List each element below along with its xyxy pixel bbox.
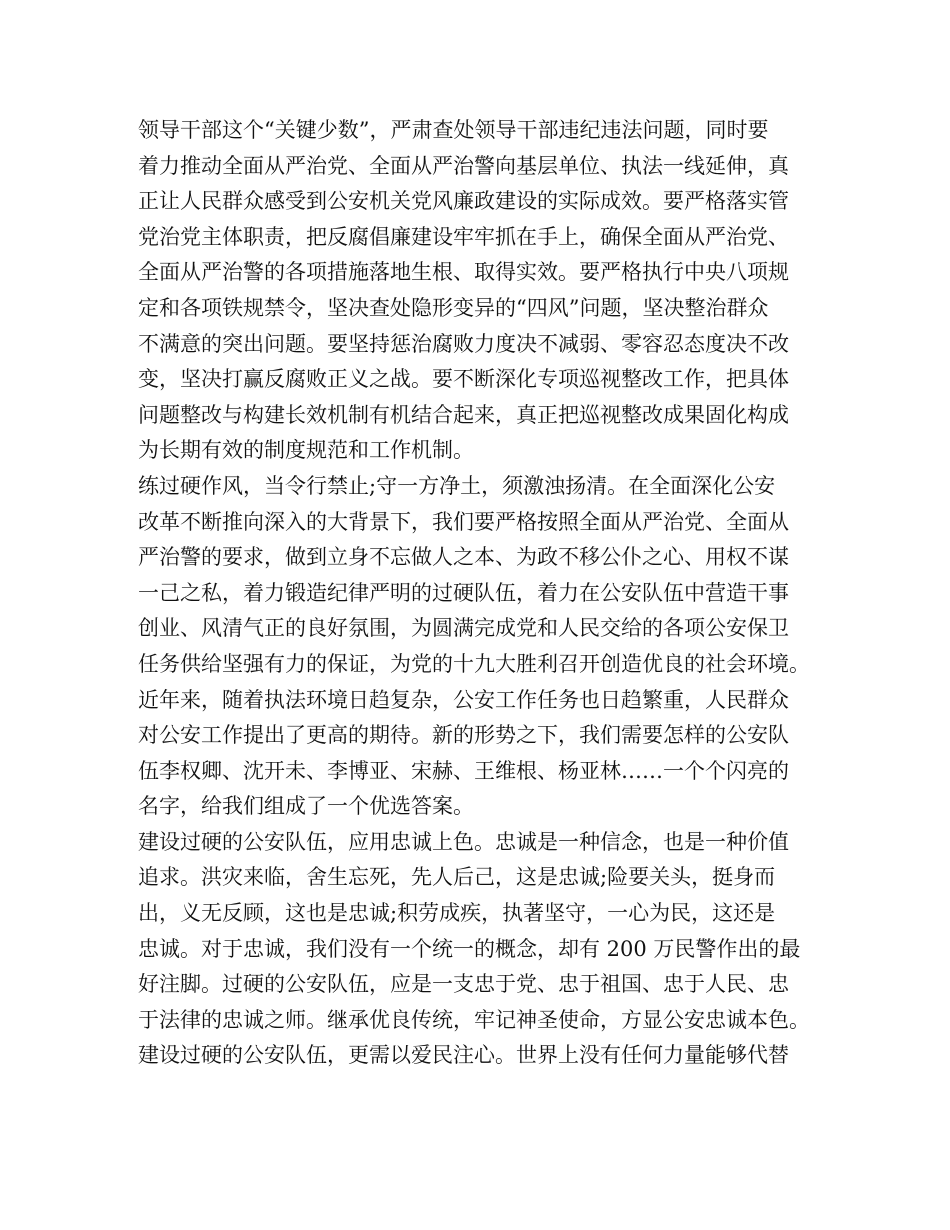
text-line: 严治警的要求，做到立身不忘做人之本、为政不移公仆之心、用权不谋: [138, 545, 789, 570]
text-line: 伍李权卿、沈开未、李博亚、宋赫、王维根、杨亚林……一个个闪亮的: [138, 758, 789, 783]
text-line: 全面从严治警的各项措施落地生根、取得实效。要严格执行中央八项规: [138, 260, 789, 285]
text-line: 为长期有效的制度规范和工作机制。: [138, 438, 474, 463]
body-text: [138, 113, 828, 1074]
text-line: 定和各项铁规禁令，坚决查处隐形变异的“四风”问题，坚决整治群众: [138, 295, 769, 320]
text-line: 党治党主体职责，把反腐倡廉建设牢牢抓在手上，确保全面从严治党、: [138, 224, 789, 249]
text-line: 不满意的突出问题。要坚持惩治腐败力度决不减弱、零容忍态度决不改: [138, 331, 789, 356]
text-line: 于法律的忠诚之师。继承优良传统，牢记神圣使命，方显公安忠诚本色。: [138, 1007, 810, 1032]
text-line: 对公安工作提出了更高的期待。新的形势之下，我们需要怎样的公安队: [138, 723, 789, 748]
text-line: 领导干部这个“关键少数”，严肃查处领导干部违纪违法问题，同时要: [138, 118, 769, 142]
text-line: 名字，给我们组成了一个优选答案。: [138, 794, 474, 819]
text-line: 创业、风清气正的良好氛围，为圆满完成党和人民交给的各项公安保卫: [138, 616, 789, 641]
text-line: 出，义无反顾，这也是忠诚;积劳成疾，执著坚守，一心为民，这还是: [138, 901, 776, 926]
text-line: 追求。洪灾来临，舍生忘死，先人后己，这是忠诚;险要关头，挺身而: [138, 865, 776, 890]
text-line: 一己之私，着力锻造纪律严明的过硬队伍，着力在公安队伍中营造干事: [138, 580, 789, 605]
text-line: 近年来，随着执法环境日趋复杂，公安工作任务也日趋繁重，人民群众: [138, 687, 789, 712]
text-line: 建设过硬的公安队伍，更需以爱民注心。世界上没有任何力量能够代替: [138, 1043, 789, 1068]
text-line: 建设过硬的公安队伍，应用忠诚上色。忠诚是一种信念，也是一种价值: [138, 829, 789, 854]
text-line: 忠诚。对于忠诚，我们没有一个统一的概念，却有 200 万民警作出的最: [138, 936, 801, 961]
text-line: 变，坚决打赢反腐败正义之战。要不断深化专项巡视整改工作，把具体: [138, 367, 789, 392]
text-line: 好注脚。过硬的公安队伍，应是一支忠于党、忠于祖国、忠于人民、忠: [138, 972, 789, 997]
text-line: 着力推动全面从严治党、全面从严治警向基层单位、执法一线延伸，真: [138, 153, 789, 178]
text-line: 问题整改与构建长效机制有机结合起来，真正把巡视整改成果固化构成: [138, 402, 789, 427]
text-line: 正让人民群众感受到公安机关党风廉政建设的实际成效。要严格落实管: [138, 189, 789, 214]
text-line: 改革不断推向深入的大背景下，我们要严格按照全面从严治党、全面从: [138, 509, 789, 534]
text-line: 任务供给坚强有力的保证，为党的十九大胜利召开创造优良的社会环境。: [138, 651, 810, 676]
text-line: 练过硬作风，当令行禁止;守一方净土，须激浊扬清。在全面深化公安: [138, 473, 776, 498]
